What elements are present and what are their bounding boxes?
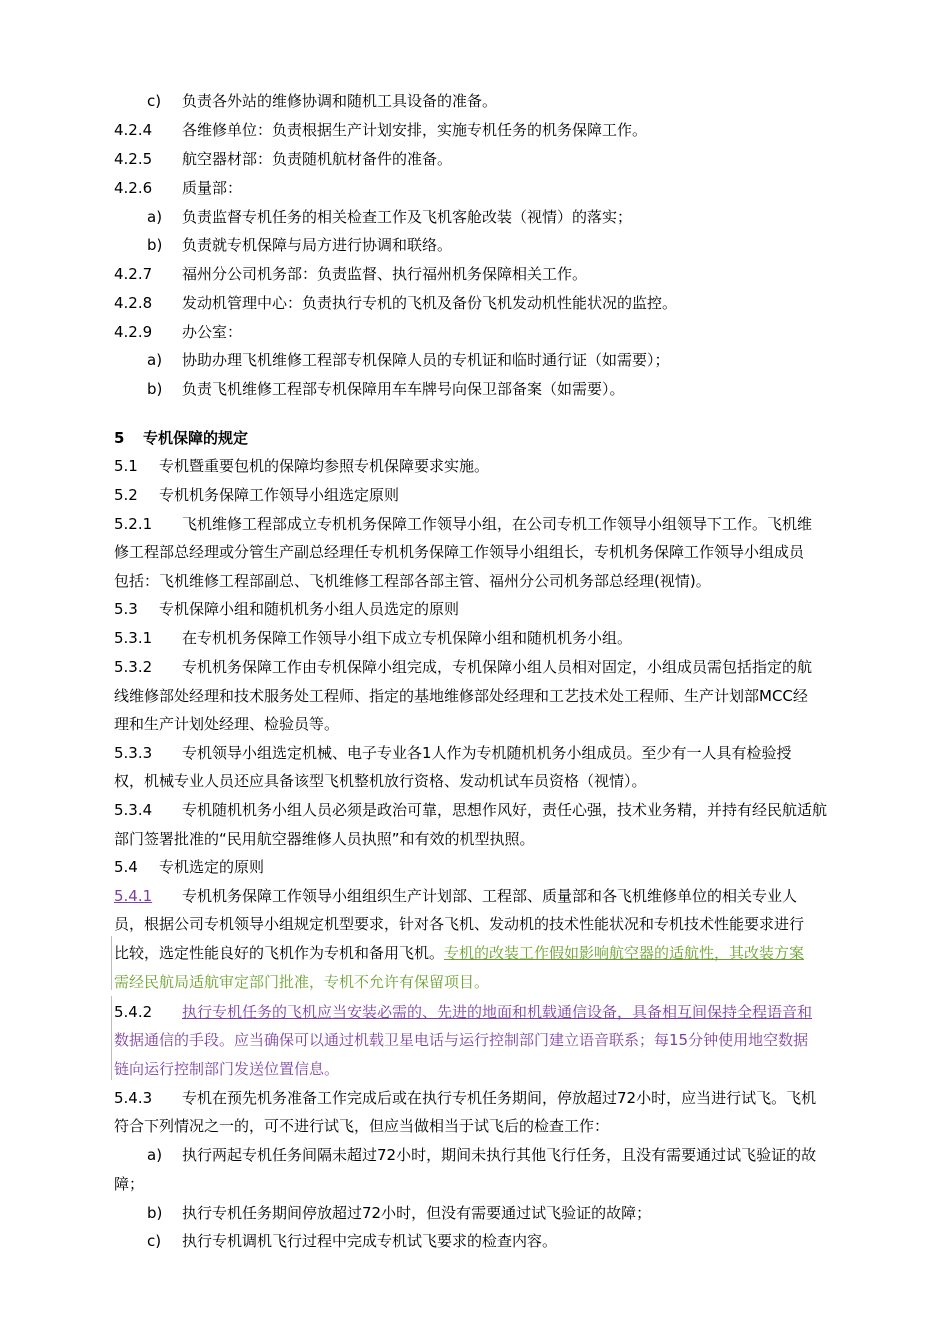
paragraph-line [114,886,797,906]
list-item [114,857,264,877]
revised-text: 专机的改装工作假如影响航空器的适航性，其改装方案 [444,944,805,962]
item-text: 包括：飞机维修工程部副总、飞机维修工程部各部主管、福州分公司机务部总经理(视情)。 [114,572,711,590]
item-text: 负责各外站的维修协调和随机工具设备的准备。 [182,92,498,110]
paragraph-line [114,1088,816,1108]
item-text: 专机保障小组和随机机务小组人员选定的原则 [159,600,460,618]
section-number-revised: 5.4.1 [114,887,153,905]
list-item [147,1203,651,1223]
list-item [114,628,632,648]
list-item [114,456,489,476]
item-number: b) [147,1204,163,1222]
item-text: 符合下列情况之一的，可不进行试飞，但应当做相当于试飞后的检查工作： [114,1117,610,1135]
item-text: 执行两起专机任务间隔未超过72小时，期间未执行其他飞行任务，且没有需要通过试飞验证的故 [182,1146,817,1164]
item-text: 办公室： [182,323,243,341]
list-item [114,120,647,140]
revision-bar [111,996,112,1080]
section-number: 5.3.3 [114,744,153,762]
item-text: 发动机管理中心：负责执行专机的飞机及备份飞机发动机性能状况的监控。 [182,294,678,312]
section-number: 5.3.1 [114,629,153,647]
section-number: 4.2.7 [114,265,153,283]
section-number: 4.2.6 [114,179,153,197]
paragraph-line [114,1002,812,1022]
section-number: 5.3 [114,600,138,618]
heading-text: 专机保障的规定 [143,429,249,447]
list-item [147,1145,816,1165]
section-number: 4.2.5 [114,150,153,168]
item-text: 执行专机调机飞行过程中完成专机试飞要求的检查内容。 [182,1232,558,1250]
item-number: a) [147,208,163,226]
revised-text-line [114,1030,808,1050]
item-text: 质量部： [182,179,243,197]
revised-text: 需经民航局适航审定部门批准，专机不允许有保留项目。 [114,973,490,991]
item-text: 负责就专机保障与局方进行协调和联络。 [182,236,453,254]
paragraph-line [114,514,812,534]
item-text: 专机机务保障工作由专机保障小组完成，专机保障小组人员相对固定，小组成员需包括指定的航 [182,658,813,676]
paragraph-line [114,657,812,677]
list-item [147,91,497,111]
section-number: 5.2 [114,486,138,504]
item-text: 专机随机机务小组人员必须是政治可靠，思想作风好，责任心强，技术业务精，并持有经民航适航 [182,801,828,819]
item-text: 福州分公司机务部：负责监督、执行福州机务保障相关工作。 [182,265,588,283]
item-text: 专机暨重要包机的保障均参照专机保障要求实施。 [159,457,490,475]
list-item [147,1231,557,1251]
item-number: c) [147,1232,162,1250]
item-text: 员，根据公司专机领导小组规定机型要求，针对各飞机、发动机的技术性能状况和专机技术性能要求进行 [114,915,805,933]
item-text: 在专机机务保障工作领导小组下成立专机保障小组和随机机务小组。 [182,629,633,647]
section-number: 5 [114,429,125,447]
revision-bar [111,936,112,990]
section-number: 5.1 [114,457,138,475]
item-number: a) [147,1146,163,1164]
item-text: 权，机械专业人员还应具备该型飞机整机放行资格、发动机试车员资格（视情）。 [114,772,647,790]
list-item [147,350,670,370]
item-text: 理和生产计划处经理、检验员等。 [114,715,340,733]
item-text: 部门签署批准的“民用航空器维修人员执照”和有效的机型执照。 [114,830,535,848]
item-number: b) [147,236,163,254]
list-item [114,485,399,505]
section-number: 5.4.3 [114,1089,153,1107]
item-text: 协助办理飞机维修工程部专机保障人员的专机证和临时通行证（如需要）； [182,351,670,369]
revised-text-line [114,972,489,992]
paragraph-line [114,1116,609,1136]
list-item [114,178,242,198]
item-text: 专机在预先机务准备工作完成后或在执行专机任务期间，停放超过72小时，应当进行试飞。飞机 [182,1089,817,1107]
item-text: 飞机维修工程部成立专机机务保障工作领导小组，在公司专机工作领导小组领导下工作。飞机维 [182,515,813,533]
paragraph-line [114,943,804,963]
item-text: 比较，选定性能良好的飞机作为专机和备用飞机。 [114,944,445,962]
item-text: 各维修单位：负责根据生产计划安排，实施专机任务的机务保障工作。 [182,121,648,139]
item-number: a) [147,351,163,369]
item-text: 航空器材部：负责随机航材备件的准备。 [182,150,453,168]
item-text: 专机领导小组选定机械、电子专业各1人作为专机随机机务小组成员。至少有一人具有检验授 [182,744,792,762]
section-number: 5.3.2 [114,658,153,676]
paragraph-line [114,1174,144,1194]
item-text: 负责飞机维修工程部专机保障用车车牌号向保卫部备案（如需要）。 [182,380,625,398]
section-heading [114,428,248,448]
revised-text: 链向运行控制部门发送位置信息。 [114,1060,340,1078]
revised-text-line [114,1059,339,1079]
section-number: 4.2.9 [114,323,153,341]
list-item [114,264,587,284]
section-number: 5.4 [114,858,138,876]
list-item [114,322,242,342]
item-text: 负责监督专机任务的相关检查工作及飞机客舱改装（视情）的落实； [182,208,633,226]
section-number: 5.2.1 [114,515,153,533]
paragraph-line [114,571,711,591]
item-text: 专机选定的原则 [159,858,265,876]
list-item [114,293,677,313]
item-text: 障； [114,1175,145,1193]
item-number: b) [147,380,163,398]
section-number: 5.4.2 [114,1003,153,1021]
paragraph-line [114,800,827,820]
paragraph-line [114,542,804,562]
list-item [147,207,632,227]
item-text: 专机机务保障工作领导小组组织生产计划部、工程部、质量部和各飞机维修单位的相关专业人 [182,887,798,905]
paragraph-line [114,771,647,791]
list-item [114,149,452,169]
section-number: 4.2.4 [114,121,153,139]
list-item [114,599,459,619]
item-text: 执行专机任务期间停放超过72小时，但没有需要通过试飞验证的故障； [182,1204,652,1222]
item-text: 线维修部处经理和技术服务处工程师、指定的基地维修部处经理和工艺技术处工程师、生产计划部MCC经 [114,687,808,705]
item-number: c) [147,92,162,110]
revised-text: 数据通信的手段。应当确保可以通过机载卫星电话与运行控制部门建立语音联系；每15分钟使用地空数据 [114,1031,809,1049]
paragraph-line [114,829,535,849]
list-item [147,235,452,255]
list-item [147,379,625,399]
revised-text: 执行专机任务的飞机应当安装必需的、先进的地面和机载通信设备，具备相互间保持全程语音和 [182,1003,813,1021]
item-text: 修工程部总经理或分管生产副总经理任专机机务保障工作领导小组组长，专机机务保障工作领导小组成员 [114,543,805,561]
paragraph-line [114,743,792,763]
paragraph-line [114,686,808,706]
paragraph-line [114,714,339,734]
section-number: 4.2.8 [114,294,153,312]
item-text: 专机机务保障工作领导小组选定原则 [159,486,400,504]
paragraph-line [114,914,804,934]
section-number: 5.3.4 [114,801,153,819]
